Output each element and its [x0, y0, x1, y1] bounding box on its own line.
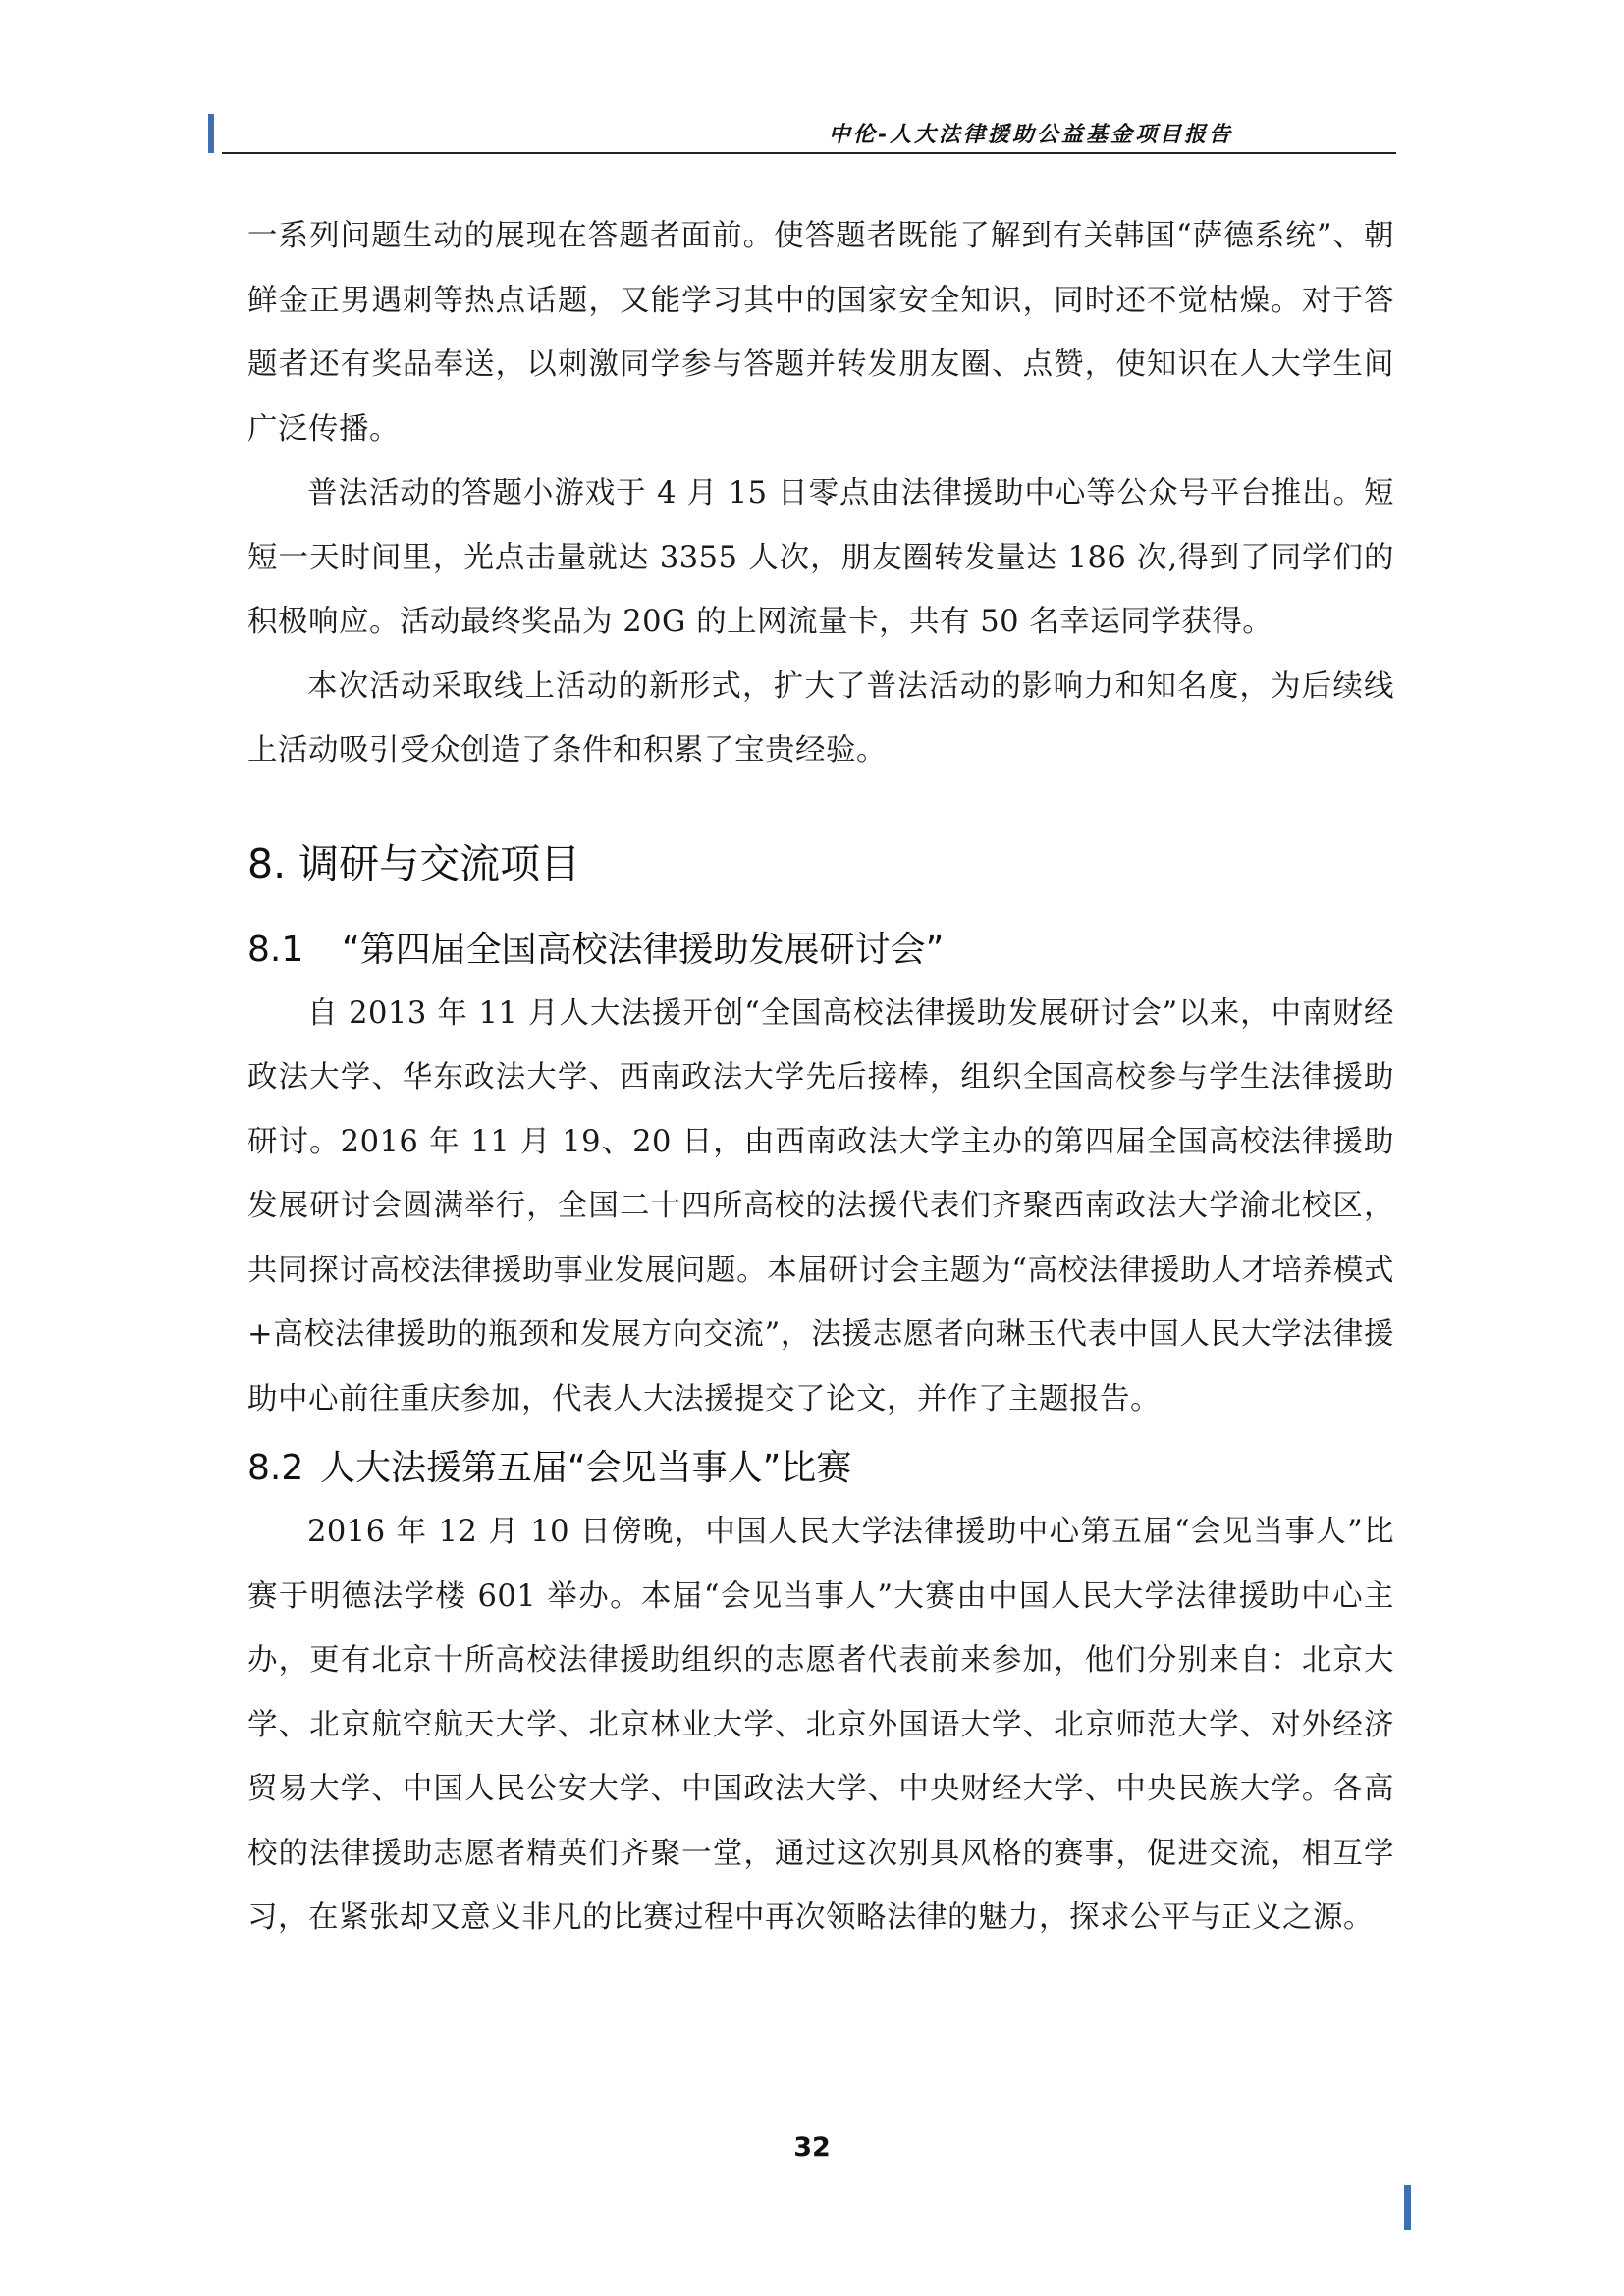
page-number: 32	[793, 2132, 831, 2163]
subsection-title-8-1: “第四届全国高校法律援助发展研讨会”	[342, 929, 945, 970]
subsection-heading-8-1	[247, 923, 1394, 978]
header-title: 中伦-人大法律援助公益基金项目报告	[828, 122, 1233, 147]
paragraph-online-format: 本次活动采取线上活动的新形式，扩大了普法活动的影响力和知名度，为后续线上活动吸引受众创造了条件和积累了宝贵经验。	[247, 668, 1394, 768]
paragraph-continued: 一系列问题生动的展现在答题者面前。使答题者既能了解到有关韩国“萨德系统”、朝鲜金正男遇刺等热点话题，又能学习其中的国家安全知识，同时还不觉枯燥。对于答题者还有奖品奉送，以刺激同学参与答题并转发朋友圈、点赞，使知识在人大学生间广泛传播。	[247, 219, 1394, 447]
paragraph-client-meeting-contest: 2016 年 12 月 10 日傍晚，中国人民大学法律援助中心第五届“会见当事人”比赛于明德法学楼 601 举办。本届“会见当事人”大赛由中国人民大学法律援助中心主办，更有北京十所高校法律援助组织的志愿者代表前来参加，他们分别来自：北京大学、北京航空航天大学、北京林业大学、北京外国语大学、北京师范大学、对外经济贸易大学、中国人民公安大学、中国政法大学、中央财经大学、中央民族大学。各高校的法律援助志愿者精英们齐聚一堂，通过这次别具风格的赛事，促进交流，相互学习，在紧张却又意义非凡的比赛过程中再次领略法律的魅力，探求公平与正义之源。	[247, 1515, 1394, 1935]
subsection-heading-8-2	[247, 1441, 1394, 1496]
paragraph-seminar: 自 2013 年 11 月人大法援开创“全国高校法律援助发展研讨会”以来，中南财经政法大学、华东政法大学、西南政法大学先后接棒，组织全国高校参与学生法律援助研讨。2016 年 11 月 19、20 日，由西南政法大学主办的第四届全国高校法律援助发展研讨会圆满举行，全国二十四所高校的法援代表们齐聚西南政法大学渝北校区，共同探讨高校法律援助事业发展问题。本届研讨会主题为“高校法律援助人才培养模式+高校法律援助的瓶颈和发展方向交流”，法援志愿者向琳玉代表中国人民大学法律援助中心前往重庆参加，代表人大法援提交了论文，并作了主题报告。	[247, 995, 1394, 1416]
header-accent-bar	[208, 114, 214, 153]
subsection-number-8-2: 8.2	[247, 1448, 304, 1488]
section-heading-8: 8. 调研与交流项目	[247, 839, 581, 887]
footer-accent-bar	[1404, 2185, 1411, 2230]
subsection-number-8-1: 8.1	[247, 929, 304, 970]
page-header	[208, 110, 1396, 153]
subsection-title-8-2: 人大法援第五届“会见当事人”比赛	[320, 1448, 852, 1488]
header-rule	[222, 152, 1396, 154]
page-content	[247, 204, 1394, 1950]
paragraph-quiz-game: 普法活动的答题小游戏于 4 月 15 日零点由法律援助中心等公众号平台推出。短短一天时间里，光点击量就达 3355 人次，朋友圈转发量达 186 次,得到了同学们的积极响应。活动最终奖品为 20G 的上网流量卡，共有 50 名幸运同学获得。	[247, 476, 1394, 639]
